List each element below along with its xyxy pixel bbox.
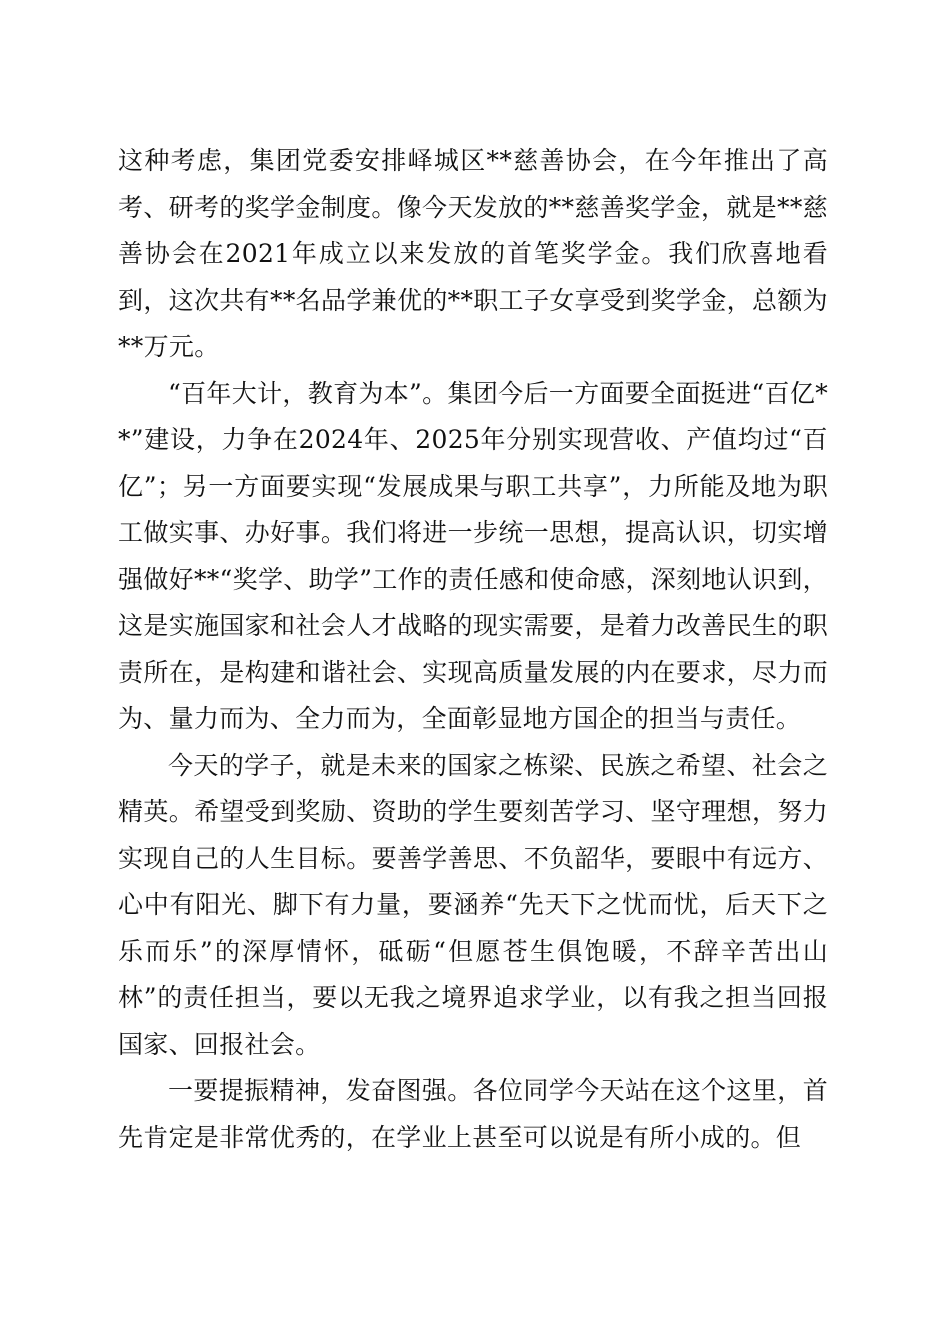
paragraph-continued: 这种考虑，集团党委安排峄城区**慈善协会，在今年推出了高考、研考的奖学金制度。像今天发放的**慈善奖学金，就是**慈善协会在2021年成立以来发放的首笔奖学金。我们欣喜地看到，这次共有**名品学兼优的**职工子女享受到奖学金，总额为**万元。 <box>118 146 828 361</box>
paragraph-first-requirement: 一要提振精神，发奋图强。各位同学今天站在这个这里，首先肯定是非常优秀的，在学业上甚至可以说是有所小成的。但 <box>118 1076 828 1152</box>
document-body <box>118 138 828 1161</box>
paragraph-students-hope: 今天的学子，就是未来的国家之栋梁、民族之希望、社会之精英。希望受到奖励、资助的学生要刻苦学习、坚守理想，努力实现自己的人生目标。要善学善思、不负韶华，要眼中有远方、心中有阳光、脚下有力量，要涵养“先天下之忧而忧，后天下之乐而乐”的深厚情怀，砥砺“但愿苍生俱饱暖，不辞辛苦出山林”的责任担当，要以无我之境界追求学业，以有我之担当回报国家、回报社会。 <box>118 750 828 1059</box>
paragraph-education-plan: “百年大计，教育为本”。集团今后一方面要全面挺进“百亿**”建设，力争在2024年、2025年分别实现营收、产值均过“百亿”；另一方面要实现“发展成果与职工共享”，力所能及地为职工做实事、办好事。我们将进一步统一思想，提高认识，切实增强做好**“奖学、助学”工作的责任感和使命感，深刻地认识到，这是实施国家和社会人才战略的现实需要，是着力改善民生的职责所在，是构建和谐社会、实现高质量发展的内在要求，尽力而为、量力而为、全力而为，全面彰显地方国企的担当与责任。 <box>118 378 828 733</box>
